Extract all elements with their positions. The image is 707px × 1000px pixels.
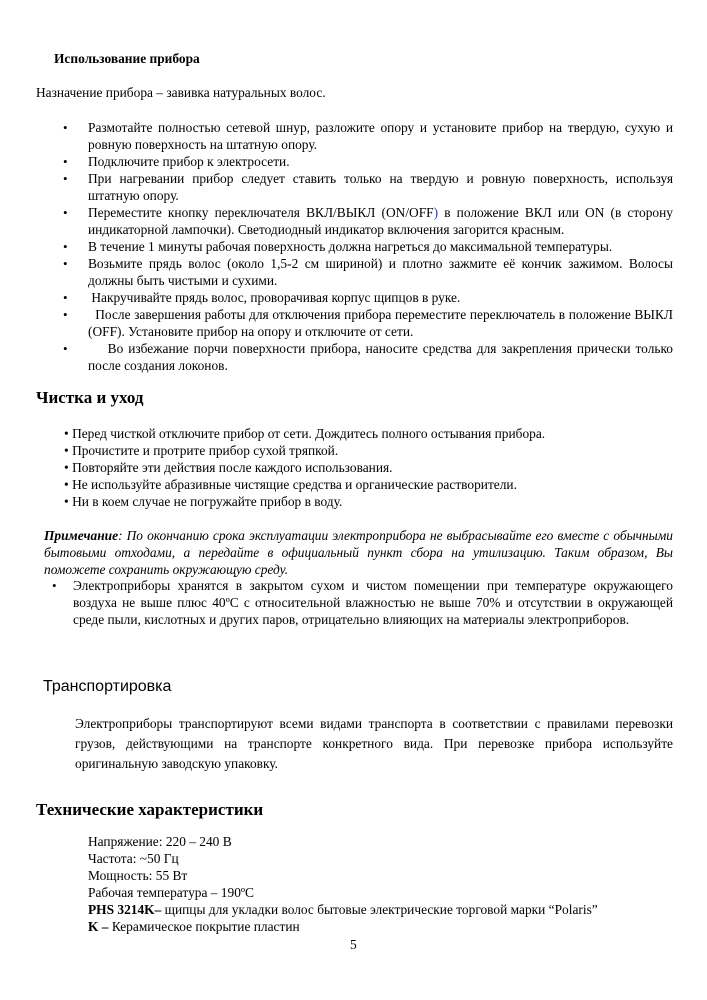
transport-heading: Транспортировка	[43, 678, 172, 695]
bullet-icon: •	[63, 256, 68, 271]
usage-step: Накручивайте прядь волос, проворачивая корпус щипцов в руке.	[88, 290, 461, 305]
usage-step: При нагревании прибор следует ставить только на твердую и ровную поверхность, используя штатную опору.	[88, 171, 673, 203]
usage-step: После завершения работы для отключения прибора переместите переключатель в положение ВЫКЛ (OFF). Установите прибор на опору и отключите от сети.	[88, 307, 677, 339]
usage-step: Размотайте полностью сетевой шнур, разложите опору и установите прибор на твердую, сухую и ровную поверхность на штатную опору.	[88, 120, 673, 152]
spec-power: Мощность: 55 Вт	[88, 868, 188, 883]
usage-heading: Использование прибора	[54, 51, 200, 66]
spec-voltage: Напряжение: 220 – 240 В	[88, 834, 232, 849]
bullet-icon: •	[64, 460, 69, 475]
bullet-icon: •	[63, 120, 68, 135]
usage-step: Подключите прибор к электросети.	[88, 154, 290, 169]
bullet-icon: •	[64, 426, 69, 441]
bullet-icon: •	[64, 443, 69, 458]
bullet-icon: •	[63, 341, 68, 356]
bullet-icon: •	[63, 290, 68, 305]
storage-conditions: Электроприборы хранятся в закрытом сухом и чистом помещении при температуре окружающего воздуха не выше плюс 40ºС с относительной влажностью не выше 70% и отсутствии в окружающей среде пыли, кислотных и других паров, отрицательно влияющих на материалы электроприборов.	[73, 578, 673, 627]
care-heading: Чистка и уход	[36, 388, 144, 407]
usage-step: В течение 1 минуты рабочая поверхность должна нагреться до максимальной температуры.	[88, 239, 613, 254]
spec-coating: K – Керамическое покрытие пластин	[88, 919, 300, 934]
note-label: Примечание	[44, 528, 119, 543]
usage-step: Переместите кнопку переключателя ВКЛ/ВЫКЛ (ON/OFF) в положение ВКЛ или ON (в сторону индикаторной лампочки). Светодиодный индикатор включения загорится красным.	[88, 205, 673, 237]
bullet-icon: •	[64, 477, 69, 492]
care-item: • Не используйте абразивные чистящие средства и органические растворители.	[64, 477, 517, 492]
care-item: • Прочистите и протрите прибор сухой тряпкой.	[64, 443, 339, 458]
transport-text: Электроприборы транспортируют всеми видами транспорта в соответствии с правилами перевозки грузов, действующими на транспорте конкретного вида. При перевозке прибора используйте оригинальную заводскую упаковку.	[75, 716, 673, 771]
usage-step: Во избежание порчи поверхности прибора, наносите средства для закрепления прически только после создания локонов.	[88, 341, 677, 373]
usage-step: Возьмите прядь волос (около 1,5-2 см шириной) и плотно зажмите её кончик зажимом. Волосы должны быть чистыми и сухими.	[88, 256, 673, 288]
bullet-icon: •	[52, 578, 57, 593]
bullet-icon: •	[63, 171, 68, 186]
page-number: 5	[350, 937, 357, 952]
bullet-icon: •	[63, 239, 68, 254]
specs-heading: Технические характеристики	[36, 800, 264, 819]
spec-frequency: Частота: ~50 Гц	[88, 851, 179, 866]
bullet-icon: •	[63, 205, 68, 220]
bullet-icon: •	[63, 154, 68, 169]
spec-model: PHS 3214K– щипцы для укладки волос бытовые электрические торговой марки “Polaris”	[88, 902, 598, 917]
bullet-icon: •	[63, 307, 68, 322]
care-item: • Перед чисткой отключите прибор от сети. Дождитесь полного остывания прибора.	[64, 426, 546, 441]
care-item: • Повторяйте эти действия после каждого использования.	[64, 460, 393, 475]
spec-temperature: Рабочая температура – 190ºС	[88, 885, 254, 900]
bullet-icon: •	[64, 494, 69, 509]
care-item: • Ни в коем случае не погружайте прибор в воду.	[64, 494, 343, 509]
usage-purpose: Назначение прибора – завивка натуральных волос.	[36, 85, 326, 100]
disposal-note: Примечание: По окончанию срока эксплуатации электроприбора не выбрасывайте его вместе с обычными бытовыми отходами, а передайте в официальный пункт сбора на утилизацию. Таким образом, Вы поможете сохранить окружающую среду.	[44, 528, 673, 577]
